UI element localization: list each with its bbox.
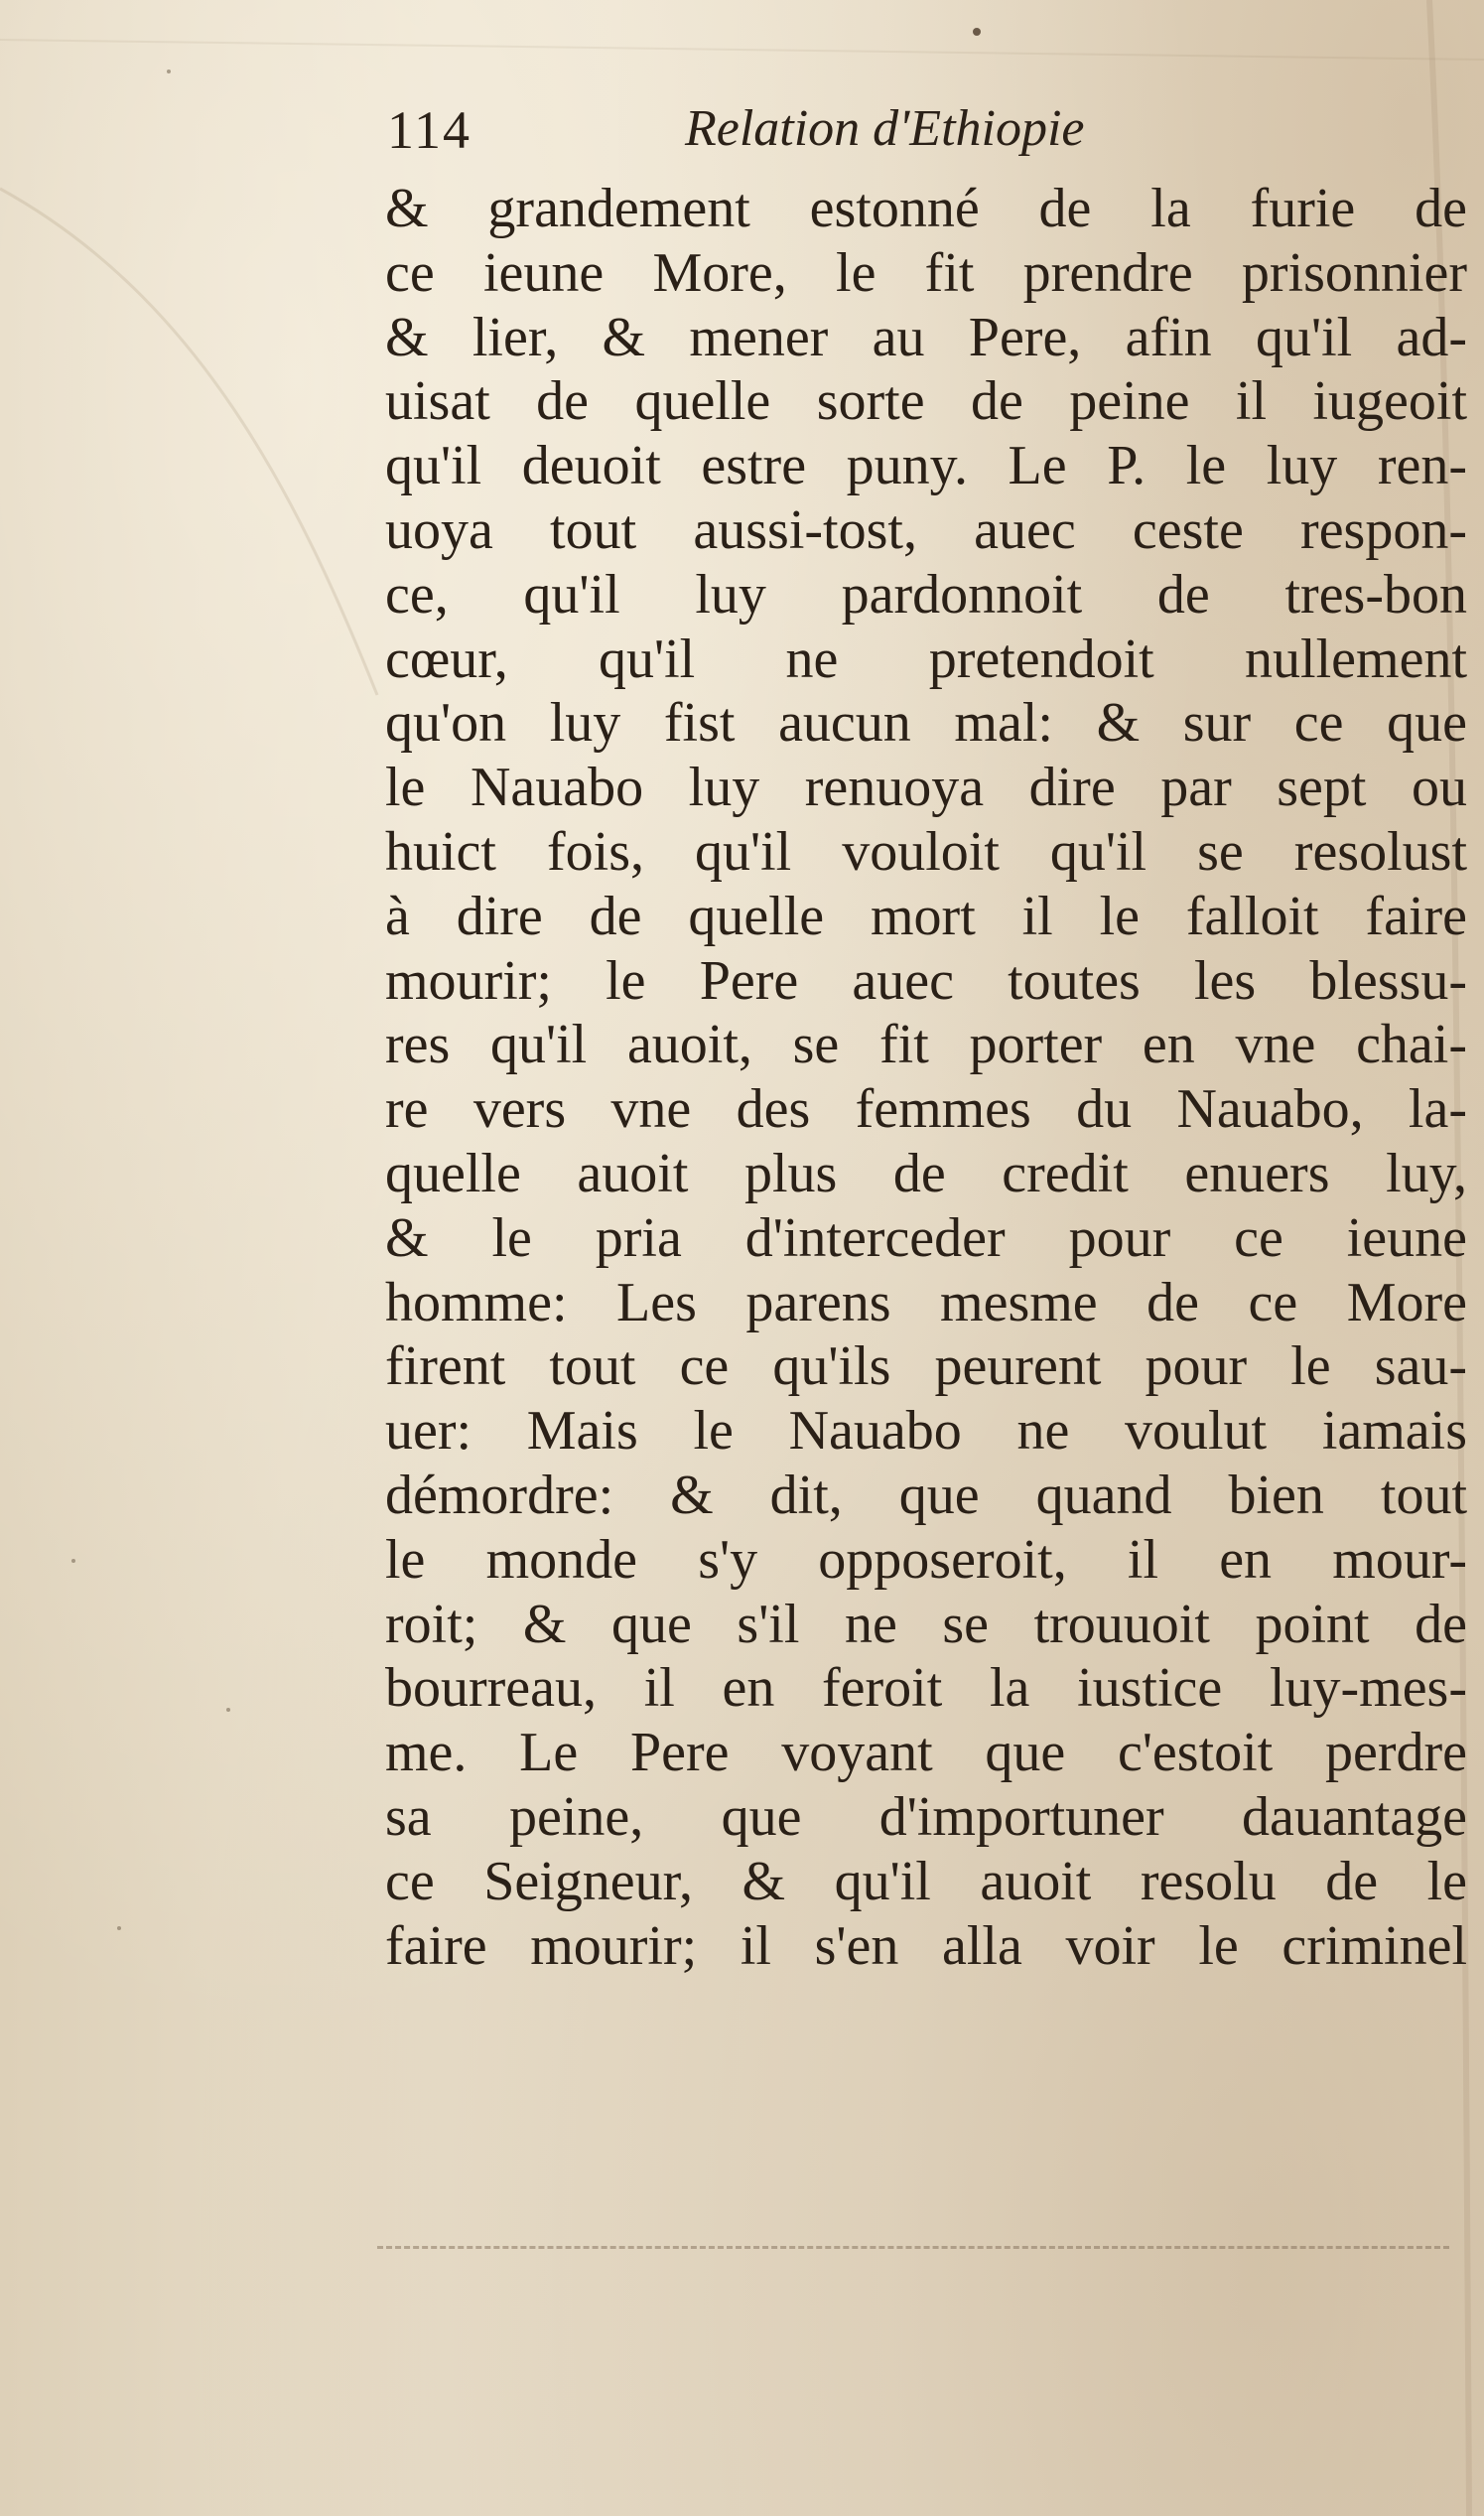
text-line: & grandement estonné de la furie de <box>385 178 1467 239</box>
ink-speck <box>71 1559 75 1563</box>
printer-mark <box>973 28 981 36</box>
page-number: 114 <box>387 100 472 160</box>
ink-speck <box>117 1926 121 1930</box>
text-line: uoya tout aussi-tost, auec ceste respon- <box>385 498 1467 561</box>
text-line: roit; & que s'il ne se trouuoit point de <box>385 1593 1467 1655</box>
text-line: me. Le Pere voyant que c'estoit perdre <box>385 1722 1467 1784</box>
text-line: mourir; le Pere auec toutes les blessu- <box>385 949 1467 1012</box>
running-header <box>387 99 1479 189</box>
text-line: à dire de quelle mort il le falloit faire <box>385 885 1467 947</box>
text-line: ce Seigneur, & qu'il auoit resolu de le <box>385 1850 1467 1912</box>
text-line: huict fois, qu'il vouloit qu'il se resolust <box>385 820 1467 883</box>
bottom-rule <box>377 2246 1449 2253</box>
text-line: & le pria d'interceder pour ce ieune <box>385 1206 1467 1269</box>
text-line: uisat de quelle sorte de peine il iugeoit <box>385 370 1467 433</box>
ink-speck <box>226 1708 230 1712</box>
text-line: bourreau, il en feroit la iustice luy-mes- <box>385 1657 1467 1720</box>
text-line: firent tout ce qu'ils peurent pour le sau- <box>385 1335 1467 1398</box>
text-line: le monde s'y opposeroit, il en mour- <box>385 1528 1467 1591</box>
text-line: démordre: & dit, que quand bien tout <box>385 1464 1467 1526</box>
text-line: ce, qu'il luy pardonnoit de tres-bon <box>385 563 1467 626</box>
text-line: sa peine, que d'importuner dauantage <box>385 1785 1467 1848</box>
text-line: res qu'il auoit, se fit porter en vne chai- <box>385 1014 1467 1076</box>
text-line: cœur, qu'il ne pretendoit nullement <box>385 628 1467 690</box>
text-line: re vers vne des femmes du Nauabo, la- <box>385 1078 1467 1141</box>
text-line: faire mourir; il s'en alla voir le criminel <box>385 1914 1467 1977</box>
text-line: ce ieune More, le fit prendre prisonnier <box>385 241 1467 304</box>
text-line: qu'on luy fist aucun mal: & sur ce que <box>385 692 1467 755</box>
text-line: homme: Les parens mesme de ce More <box>385 1271 1467 1333</box>
text-line: uer: Mais le Nauabo ne voulut iamais <box>385 1400 1467 1463</box>
text-line: quelle auoit plus de credit enuers luy, <box>385 1142 1467 1204</box>
text-line: & lier, & mener au Pere, afin qu'il ad- <box>385 306 1467 368</box>
text-line: qu'il deuoit estre puny. Le P. le luy ren- <box>385 435 1467 497</box>
ink-speck <box>167 70 171 73</box>
body-text <box>385 177 1467 1978</box>
running-title: Relation d'Ethiopie <box>685 100 1085 157</box>
text-line: le Nauabo luy renuoya dire par sept ou <box>385 757 1467 819</box>
